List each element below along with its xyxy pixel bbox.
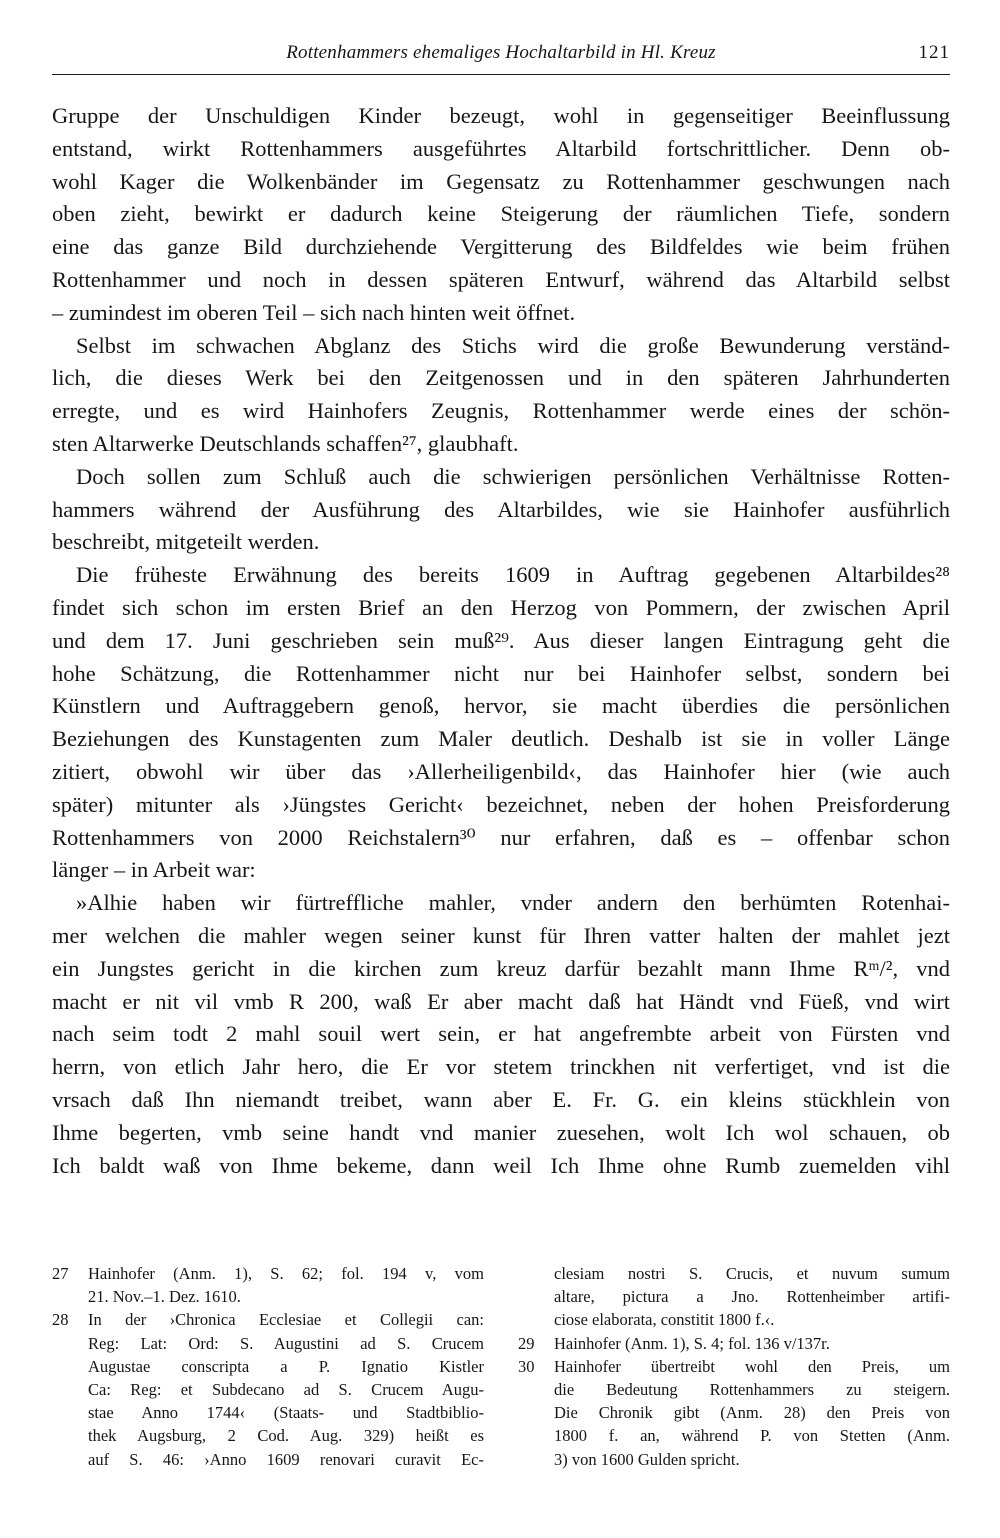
footnote-30 xyxy=(518,1355,950,1471)
footnote-line: altare, pictura a Jno. Rottenheimber artifi- xyxy=(554,1287,950,1307)
footnote-line: stae Anno 1744‹ (Staats- und Stadtbiblio- xyxy=(88,1403,484,1423)
footnote-line: die Bedeutung Rottenhammers zu steigern. xyxy=(554,1379,950,1399)
page-number: 121 xyxy=(918,42,950,63)
footnote-28 xyxy=(52,1308,484,1470)
text-line: Künstlern und Auftraggebern genoß, hervor, sie macht überdies die persönlichen xyxy=(52,693,950,719)
text-line: nach seim todt 2 mahl souil wert sein, er hat angefrembte arbeit von Fürsten vnd xyxy=(52,1021,950,1047)
footnote-line: 21. Nov.–1. Dez. 1610. xyxy=(88,1287,241,1307)
text-line: herrn, von etlich Jahr hero, die Er vor stetem trinckhen nit verfertiget, vnd ist die xyxy=(52,1054,950,1080)
footnotes-left-column xyxy=(52,1262,484,1471)
quotation-paragraph xyxy=(52,887,950,1182)
text-line: vrsach daß Ihn niemandt treibet, wann aber E. Fr. G. ein kleins stückhlein von xyxy=(52,1086,950,1112)
text-line: Selbst im schwachen Abglanz des Stichs wird die große Bewunderung verständ- xyxy=(76,332,950,358)
text-line: Doch sollen zum Schluß auch die schwierigen persönlichen Verhältnisse Rotten- xyxy=(76,463,950,489)
footnote-line: Hainhofer (Anm. 1), S. 62; fol. 194 v, vom xyxy=(88,1264,484,1283)
footnote-29 xyxy=(518,1332,950,1355)
text-line: entstand, wirkt Rottenhammers ausgeführtes Altarbild fortschrittlicher. Denn ob- xyxy=(52,135,950,161)
paragraph-1 xyxy=(52,100,950,330)
footnote-line: thek Augsburg, 2 Cod. Aug. 329) heißt es xyxy=(88,1426,484,1446)
text-line: Gruppe der Unschuldigen Kinder bezeugt, wohl in gegenseitiger Beeinflussung xyxy=(52,103,950,128)
footnote-line: 3) von 1600 Gulden spricht. xyxy=(554,1449,740,1469)
footnote-line: ciose elaborata, constitit 1800 f.‹. xyxy=(554,1310,775,1330)
text-line: Ihme begerten, vmb seine handt vnd manier zuesehen, wolt Ich wol schauen, ob xyxy=(52,1119,950,1145)
text-line: beschreibt, mitgeteilt werden. xyxy=(52,529,320,555)
text-line: Rottenhammer und noch in dessen späteren Entwurf, während das Altarbild selbst xyxy=(52,266,950,292)
text-line: länger – in Arbeit war: xyxy=(52,857,256,883)
text-line: – zumindest im oberen Teil – sich nach hinten weit öffnet. xyxy=(52,299,576,325)
paragraph-3 xyxy=(52,461,950,559)
footnote-number: 27 xyxy=(52,1264,69,1283)
text-line: Ich baldt waß von Ihme bekeme, dann weil Ich Ihme ohne Rumb zuemelden vihl xyxy=(52,1152,950,1178)
text-line: wohl Kager die Wolkenbänder im Gegensatz zu Rottenhammer geschwungen nach xyxy=(52,168,950,194)
text-line: lich, die dieses Werk bei den Zeitgenossen und in den späteren Jahrhunderten xyxy=(52,365,950,391)
text-line: sten Altarwerke Deutschlands schaffen²⁷, glaubhaft. xyxy=(52,430,519,456)
footnote-number: 30 xyxy=(518,1356,535,1376)
footnote-line: Ca: Reg: et Subdecano ad S. Crucem Augu- xyxy=(88,1379,484,1399)
text-line: eine das ganze Bild durchziehende Vergitterung des Bildfeldes wie beim frühen xyxy=(52,234,950,260)
text-line: findet sich schon im ersten Brief an den Herzog von Pommern, der zwischen April xyxy=(52,594,950,620)
footnote-line: clesiam nostri S. Crucis, et nuvum sumum xyxy=(554,1264,950,1283)
text-line: »Alhie haben wir fürtreffliche mahler, vnder andern den berhümten Rotenhai- xyxy=(76,890,950,916)
footnote-line: In der ›Chronica Ecclesiae et Collegii can: xyxy=(88,1310,484,1330)
footnote-line: auf S. 46: ›Anno 1609 renovari curavit Ec- xyxy=(88,1449,484,1469)
text-line: Rottenhammers von 2000 Reichstalern³⁰ nur erfahren, daß es – offenbar schon xyxy=(52,824,950,850)
text-line: erregte, und es wird Hainhofers Zeugnis, Rottenhammer werde eines der schön- xyxy=(52,398,950,424)
paragraph-4 xyxy=(52,559,950,887)
paragraph-2 xyxy=(52,330,950,461)
footnote-line: Reg: Lat: Ord: S. Augustini ad S. Crucem xyxy=(88,1333,484,1353)
text-line: zitiert, obwohl wir über das ›Allerheiligenbild‹, das Hainhofer hier (wie auch xyxy=(52,758,950,784)
footnote-number: 29 xyxy=(518,1333,535,1353)
text-line: Beziehungen des Kunstagenten zum Maler deutlich. Deshalb ist sie in voller Länge xyxy=(52,726,950,752)
running-title: Rottenhammers ehemaliges Hochaltarbild in Hl. Kreuz xyxy=(286,42,716,63)
text-line: ein Jungstes gericht in die kirchen zum kreuz darfür bezahlt mann Ihme Rᵐ/², vnd xyxy=(52,955,950,981)
text-line: hohe Schätzung, die Rottenhammer nicht nur bei Hainhofer selbst, sondern bei xyxy=(52,660,950,686)
footnote-line: Augustae conscripta a P. Ignatio Kistler xyxy=(88,1356,484,1376)
footnote-28-continued xyxy=(518,1262,950,1332)
text-line: später) mitunter als ›Jüngstes Gericht‹ bezeichnet, neben der hohen Preisforderung xyxy=(52,791,950,817)
text-line: mer welchen die mahler wegen seiner kunst für Ihren vatter halten der mahlet jezt xyxy=(52,922,950,948)
text-line: macht er nit vil vmb R 200, waß Er aber macht daß hat Händt vnd Füeß, vnd wirt xyxy=(52,988,950,1014)
footnote-line: Hainhofer (Anm. 1), S. 4; fol. 136 v/137r. xyxy=(554,1333,830,1353)
text-line: Die früheste Erwähnung des bereits 1609 in Auftrag gegebenen Altarbildes²⁸ xyxy=(76,562,950,588)
footnote-line: Die Chronik gibt (Anm. 28) den Preis von xyxy=(554,1403,950,1423)
text-line: hammers während der Ausführung des Altarbildes, wie sie Hainhofer ausführlich xyxy=(52,496,950,522)
footnotes-right-column xyxy=(518,1262,950,1471)
text-line: oben zieht, bewirkt er dadurch keine Steigerung der räumlichen Tiefe, sondern xyxy=(52,201,950,227)
footnote-line: 1800 f. an, während P. von Stetten (Anm. xyxy=(554,1426,950,1446)
footnote-line: Hainhofer übertreibt wohl den Preis, um xyxy=(554,1356,950,1376)
footnote-27 xyxy=(52,1262,484,1308)
body-text xyxy=(52,100,950,1182)
running-header xyxy=(52,38,950,75)
text-line: und dem 17. Juni geschrieben sein muß²⁹. Aus dieser langen Eintragung geht die xyxy=(52,627,950,653)
footnote-number: 28 xyxy=(52,1310,69,1330)
